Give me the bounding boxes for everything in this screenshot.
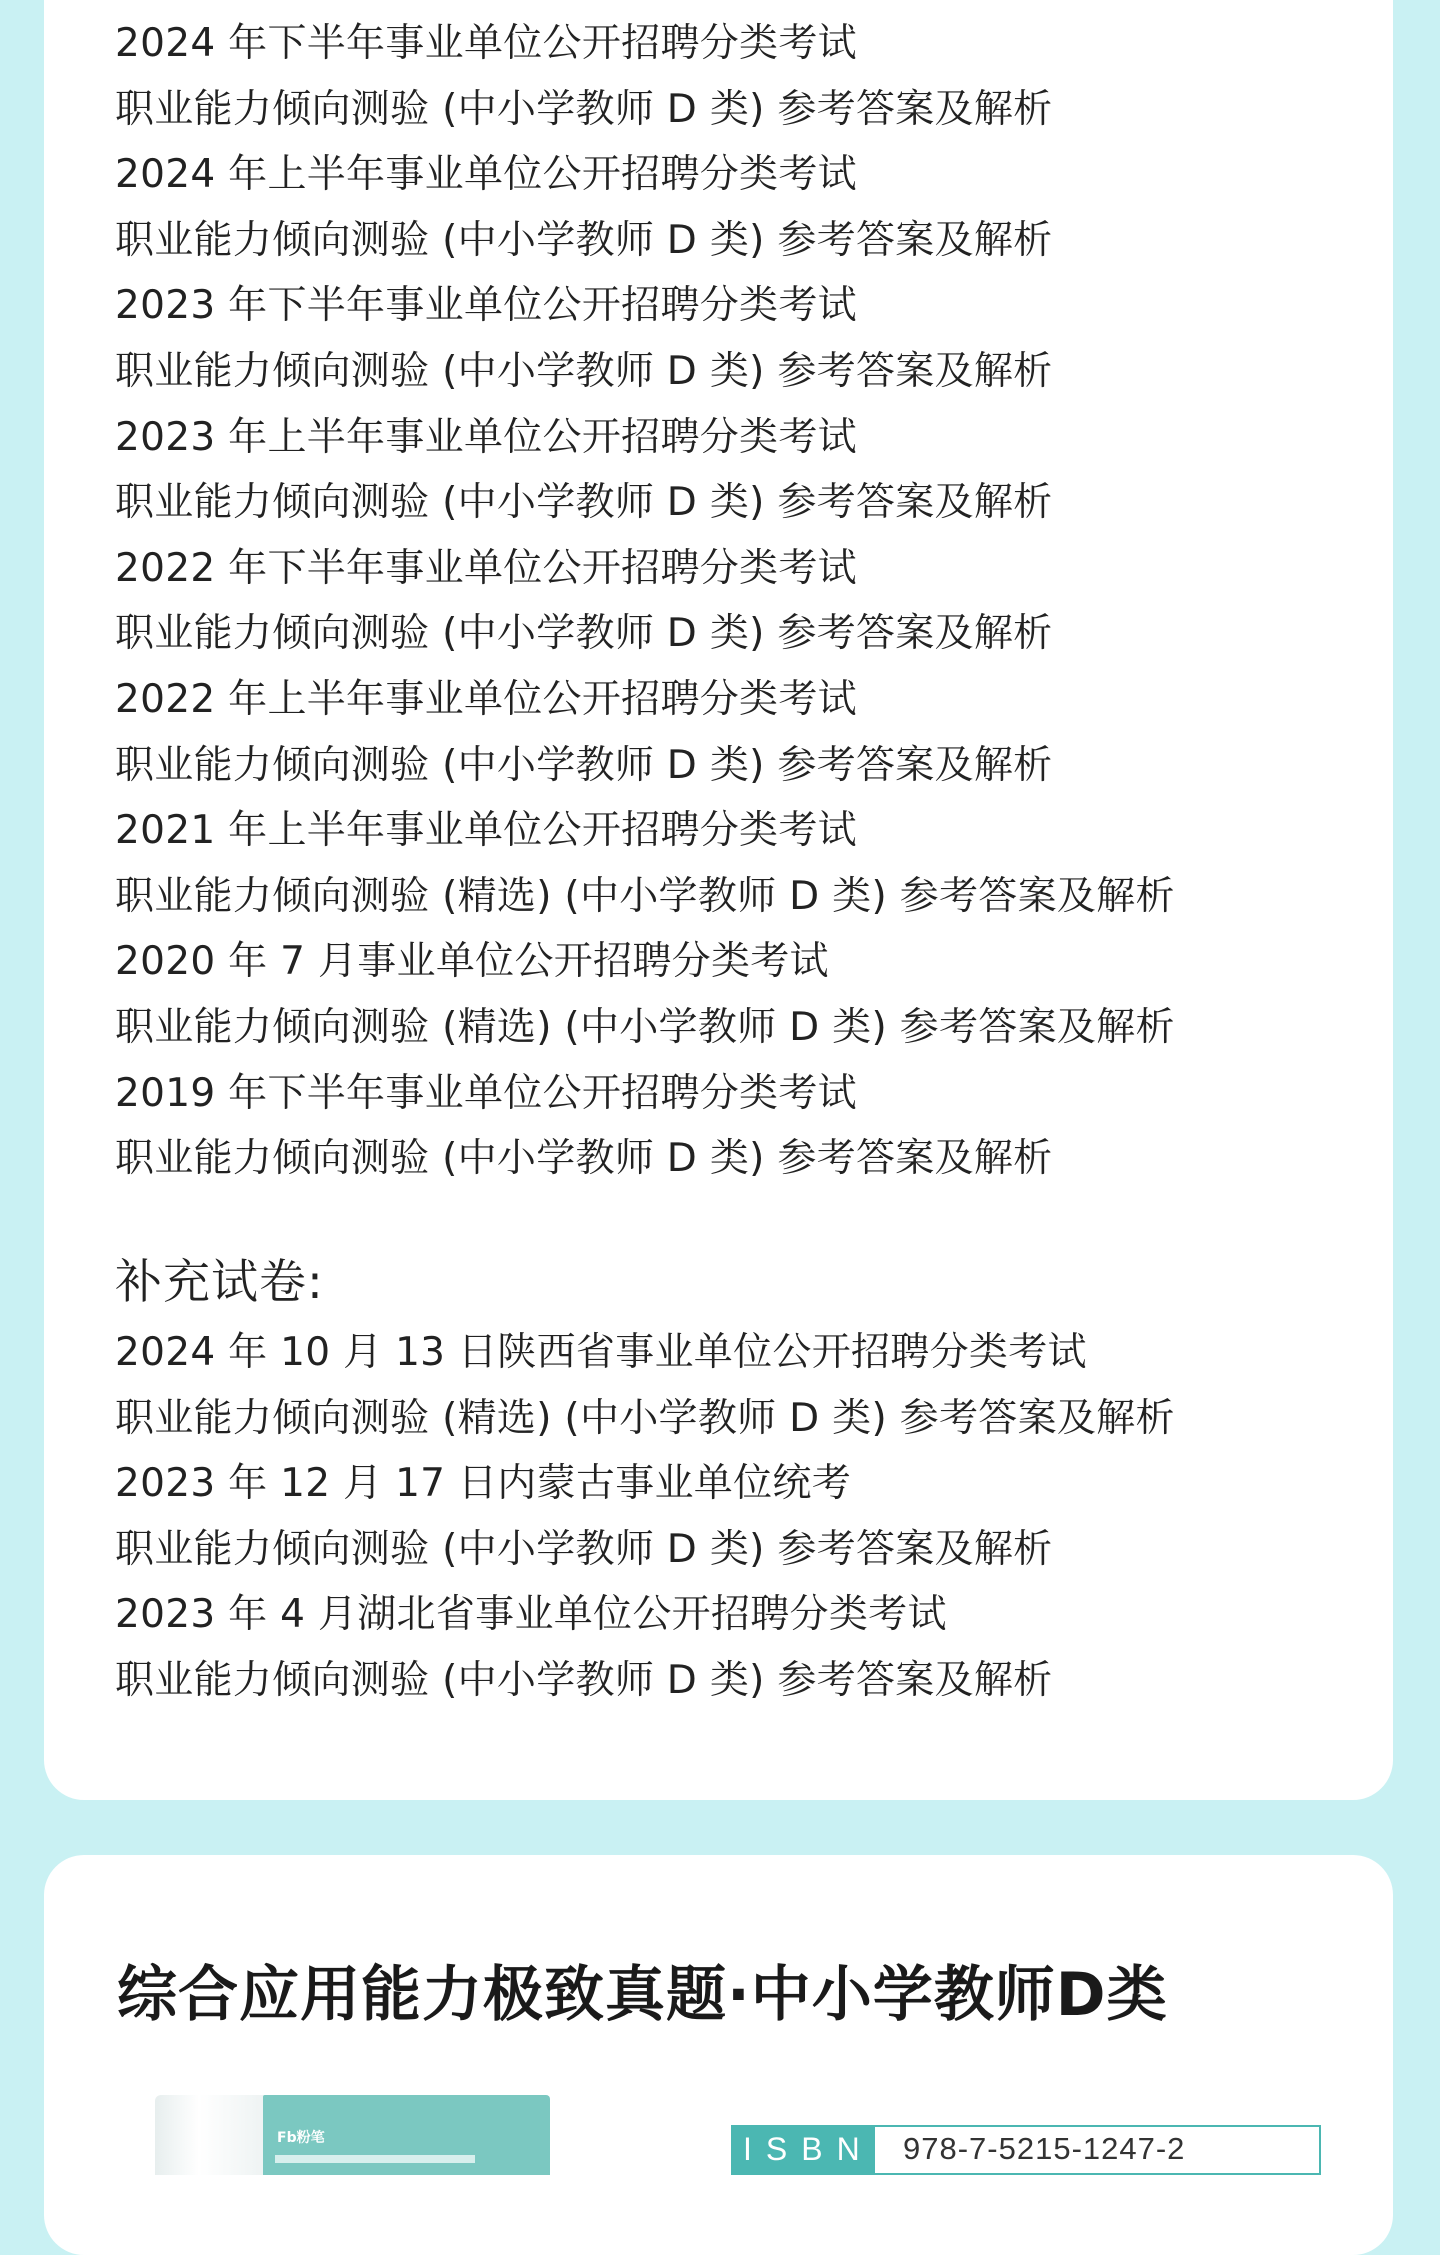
isbn-label: ISBN [733, 2127, 875, 2173]
product-title: 综合应用能力极致真题·中小学教师D类 [117, 1960, 1168, 2030]
list-item: 2022 年上半年事业单位公开招聘分类考试 [115, 676, 857, 722]
exam-list [115, 11, 1335, 1192]
book-cover-image [155, 2095, 550, 2175]
list-item: 2023 年 12 月 17 日内蒙古事业单位统考 [115, 1461, 851, 1507]
list-item: 职业能力倾向测验 (精选) (中小学教师 D 类) 参考答案及解析 [115, 1004, 1175, 1050]
list-item: 职业能力倾向测验 (精选) (中小学教师 D 类) 参考答案及解析 [115, 1395, 1175, 1441]
cover-title-stripe [275, 2155, 475, 2163]
list-item: 2024 年 10 月 13 日陕西省事业单位公开招聘分类考试 [115, 1330, 1087, 1375]
list-item: 2022 年下半年事业单位公开招聘分类考试 [115, 545, 857, 591]
isbn-box [731, 2125, 1321, 2175]
list-item: 2024 年上半年事业单位公开招聘分类考试 [115, 152, 857, 198]
list-item: 职业能力倾向测验 (中小学教师 D 类) 参考答案及解析 [115, 1136, 1053, 1182]
list-item: 2019 年下半年事业单位公开招聘分类考试 [115, 1070, 857, 1116]
list-item: 2023 年上半年事业单位公开招聘分类考试 [115, 414, 857, 460]
list-item: 2024 年下半年事业单位公开招聘分类考试 [115, 21, 857, 66]
list-item: 职业能力倾向测验 (中小学教师 D 类) 参考答案及解析 [115, 1526, 1053, 1572]
list-item: 2023 年下半年事业单位公开招聘分类考试 [115, 283, 857, 329]
list-item: 职业能力倾向测验 (中小学教师 D 类) 参考答案及解析 [115, 348, 1053, 394]
product-card [44, 1855, 1393, 2255]
supplement-heading: 补充试卷: [115, 1255, 324, 1310]
supplement-list [115, 1320, 1335, 1714]
isbn-value: 978-7-5215-1247-2 [903, 2131, 1186, 2166]
list-item: 职业能力倾向测验 (中小学教师 D 类) 参考答案及解析 [115, 86, 1053, 132]
list-item: 职业能力倾向测验 (中小学教师 D 类) 参考答案及解析 [115, 217, 1053, 263]
brand-logo: Fb粉笔 [277, 2130, 325, 2146]
list-item: 2020 年 7 月事业单位公开招聘分类考试 [115, 939, 829, 985]
list-item: 职业能力倾向测验 (中小学教师 D 类) 参考答案及解析 [115, 611, 1053, 657]
book-spine [155, 2095, 265, 2175]
list-item: 2023 年 4 月湖北省事业单位公开招聘分类考试 [115, 1592, 947, 1638]
list-item: 2021 年上半年事业单位公开招聘分类考试 [115, 808, 857, 854]
list-item: 职业能力倾向测验 (中小学教师 D 类) 参考答案及解析 [115, 1657, 1053, 1703]
list-item: 职业能力倾向测验 (中小学教师 D 类) 参考答案及解析 [115, 480, 1053, 526]
list-item: 职业能力倾向测验 (精选) (中小学教师 D 类) 参考答案及解析 [115, 873, 1175, 919]
list-item: 职业能力倾向测验 (中小学教师 D 类) 参考答案及解析 [115, 742, 1053, 788]
